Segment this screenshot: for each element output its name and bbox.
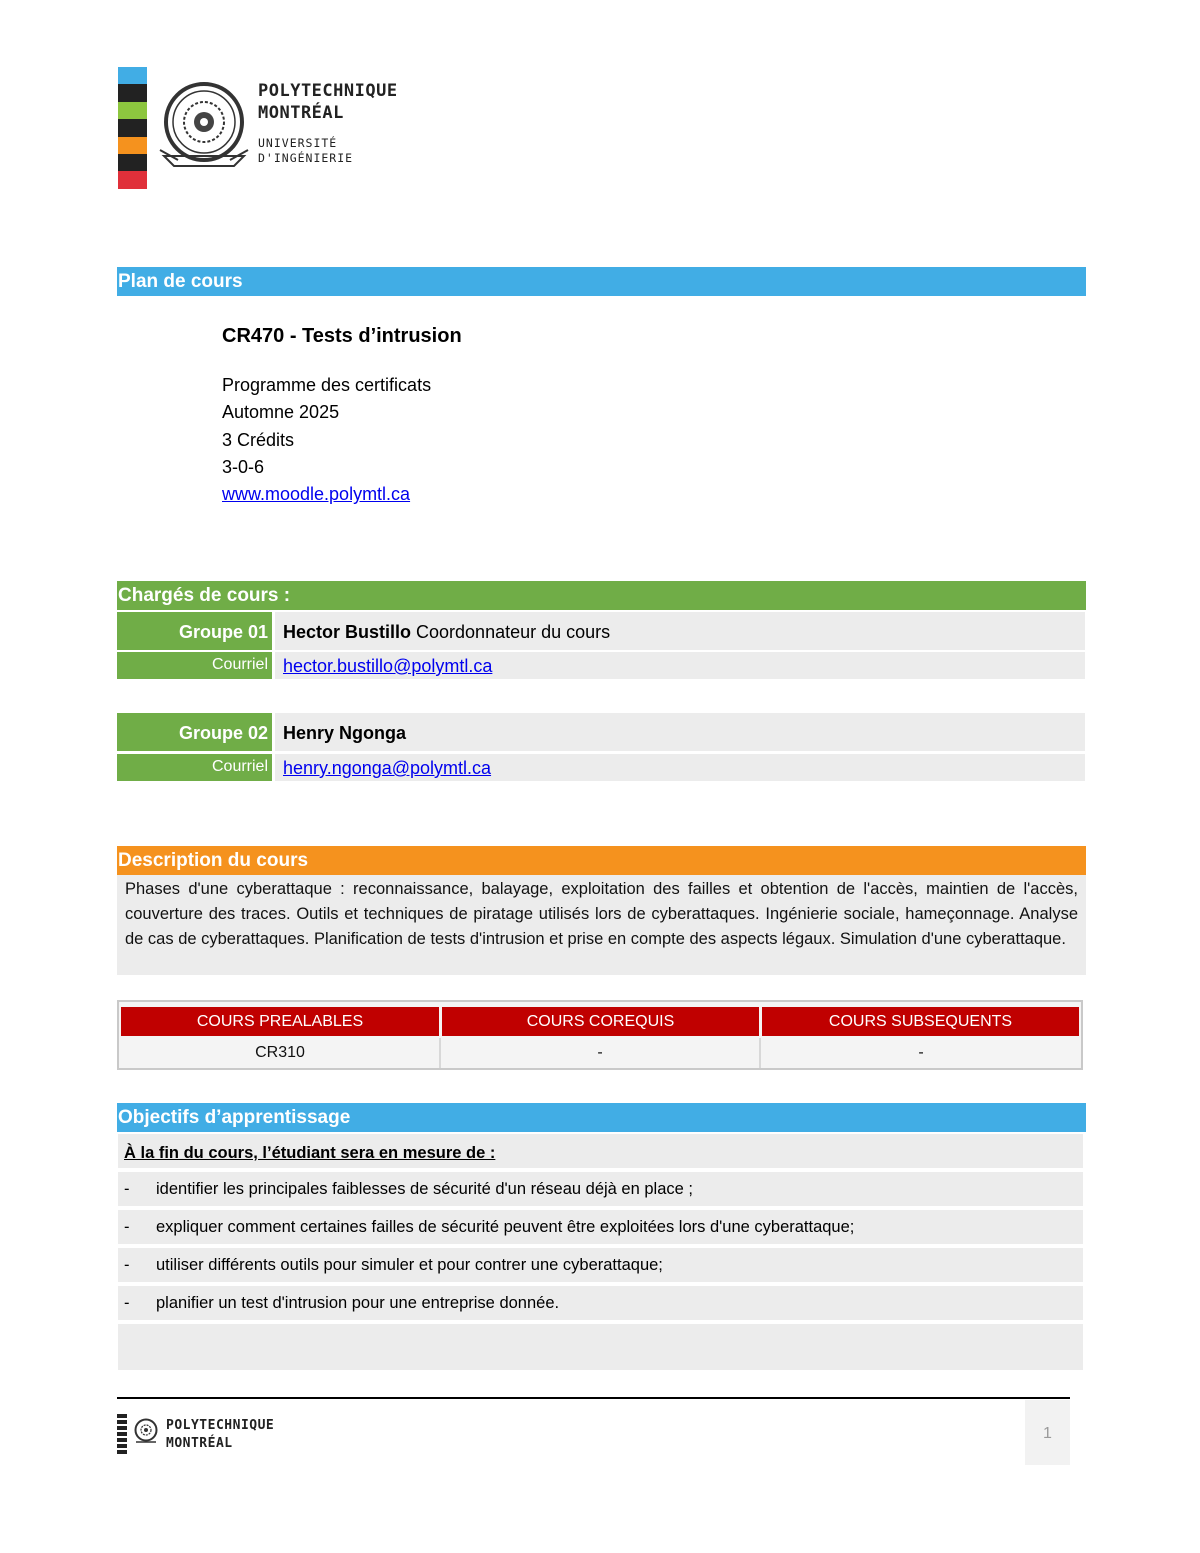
table-header: COURS PREALABLES <box>121 1007 439 1036</box>
table-header: COURS SUBSEQUENTS <box>762 1007 1079 1036</box>
footer-seal-icon <box>133 1418 159 1445</box>
logo-color-bars <box>118 67 147 189</box>
objective-text: utiliser différents outils pour simuler et pour contrer une cyberattaque; <box>156 1256 663 1274</box>
objective-text: identifier les principales faiblesses de sécurité d'un réseau déjà en place ; <box>156 1180 693 1198</box>
bullet-dash: - <box>124 1294 130 1312</box>
logo-sub1: UNIVERSITÉ <box>258 136 338 150</box>
course-hours: 3-0-6 <box>222 456 265 477</box>
logo-wordmark <box>258 80 398 166</box>
table-header: COURS COREQUIS <box>442 1007 759 1036</box>
section-charges-de-cours: Chargés de cours : <box>117 581 1086 610</box>
group-01-email-label: Courriel <box>117 652 272 679</box>
objectives-empty-row <box>118 1324 1083 1370</box>
footer-rule <box>117 1397 1070 1399</box>
table-cell: - <box>441 1038 761 1068</box>
group-01-label: Groupe 01 <box>117 612 272 650</box>
course-info <box>222 322 462 508</box>
description-text: Phases d'une cyberattaque : reconnaissance, balayage, exploitation des failles et obtention de l'accès, maintien de l'accès, couverture des traces. Outils et techniques de piratage utilisés lors de cyberattaques. Ingénierie sociale, hameçonnage. Analyse de cas de cyberattaques. Planification de tests d'intrusion et prise en compte des aspects légaux. Simulation d'une cyberattaque. <box>117 875 1086 975</box>
objective-text: planifier un test d'intrusion pour une entreprise donnée. <box>156 1294 560 1312</box>
list-item <box>118 1172 1083 1206</box>
objectives-intro-text: À la fin du cours, l’étudiant sera en mesure de : <box>124 1144 496 1162</box>
list-item <box>118 1210 1083 1244</box>
instructor-name: Henry Ngonga <box>283 723 407 743</box>
group-02-instructor <box>275 713 1085 751</box>
instructor-role: Coordonnateur du cours <box>411 622 611 642</box>
section-objectifs: Objectifs d’apprentissage <box>117 1103 1086 1132</box>
course-program: Programme des certificats <box>222 375 432 395</box>
instructor-email-link[interactable]: henry.ngonga@polymtl.ca <box>283 758 492 778</box>
polytechnique-seal-icon <box>158 78 250 173</box>
list-item <box>118 1248 1083 1282</box>
table-cell: CR310 <box>121 1038 441 1068</box>
group-01-email <box>275 652 1085 679</box>
group-02-email-label: Courriel <box>117 754 272 781</box>
course-title: CR470 - Tests d’intrusion <box>222 325 462 347</box>
prerequisites-table <box>117 1000 1083 1070</box>
footer-line2: MONTRÉAL <box>166 1436 233 1451</box>
logo-line2: MONTRÉAL <box>258 103 344 123</box>
course-term: Automne 2025 <box>222 402 340 423</box>
bullet-dash: - <box>124 1180 130 1198</box>
bullet-dash: - <box>124 1256 130 1274</box>
group-02-email <box>275 754 1085 781</box>
instructor-email-link[interactable]: hector.bustillo@polymtl.ca <box>283 656 493 676</box>
objective-text: expliquer comment certaines failles de sécurité peuvent être exploitées lors d'une cyberattaque; <box>156 1218 855 1236</box>
list-item <box>118 1286 1083 1320</box>
footer-line1: POLYTECHNIQUE <box>166 1418 275 1433</box>
footer-wordmark <box>166 1417 274 1453</box>
logo-line1: POLYTECHNIQUE <box>258 81 398 101</box>
section-description: Description du cours <box>117 846 1086 875</box>
objectives-intro <box>118 1134 1083 1168</box>
group-02-label: Groupe 02 <box>117 713 272 751</box>
course-credits: 3 Crédits <box>222 429 295 450</box>
group-01-instructor <box>275 612 1085 650</box>
footer-logo-bars <box>117 1414 127 1456</box>
logo-sub2: D'INGÉNIERIE <box>258 151 354 165</box>
section-plan-de-cours: Plan de cours <box>117 267 1086 296</box>
moodle-link[interactable]: www.moodle.polymtl.ca <box>222 484 411 505</box>
bullet-dash: - <box>124 1218 130 1236</box>
instructor-name: Hector Bustillo <box>283 622 412 642</box>
table-cell: - <box>761 1038 1081 1068</box>
page-number: 1 <box>1025 1400 1070 1465</box>
